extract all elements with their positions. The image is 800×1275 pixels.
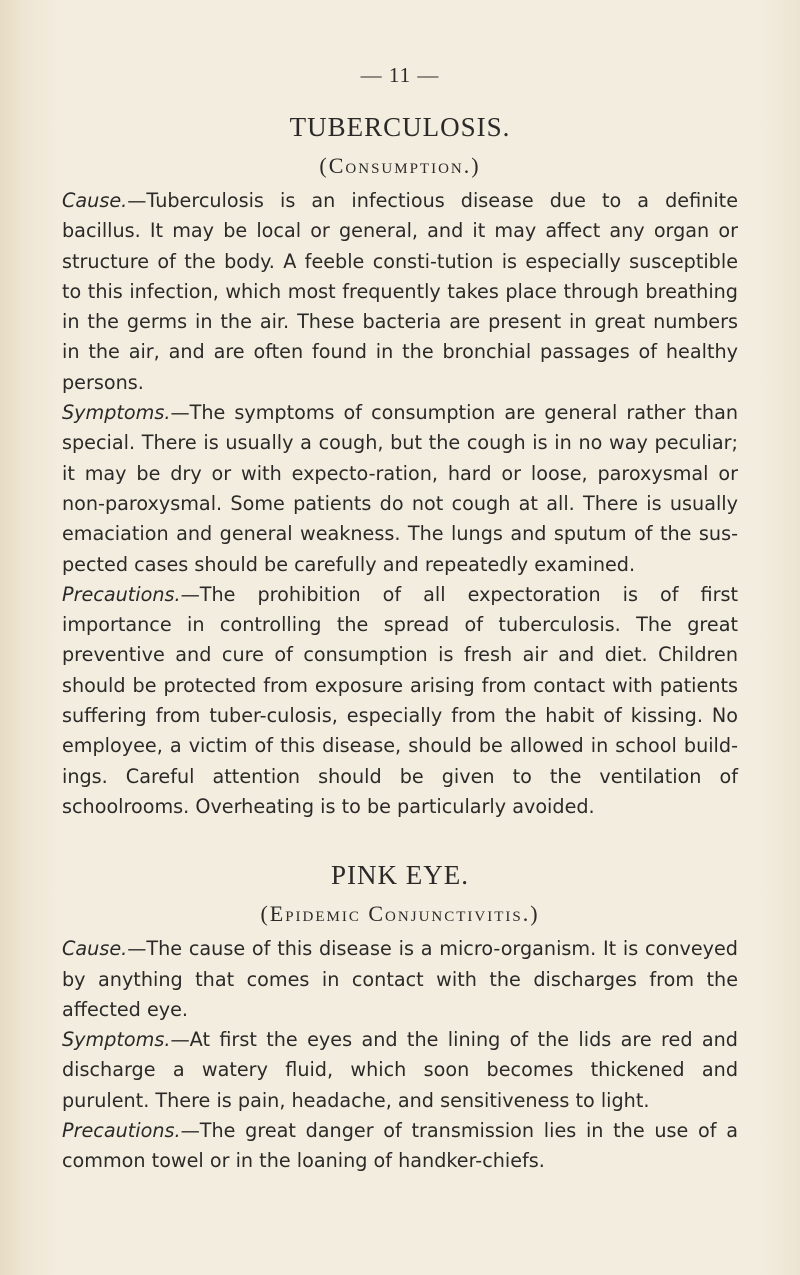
paragraph-label: Cause. [62,189,128,212]
paragraph-cause [62,186,738,398]
paragraph-symptoms [62,398,738,580]
paragraph-text: —The great danger of transmission lies in the use of a common towel or in the loaning of handker-chiefs. [62,1119,738,1173]
paragraph-text: —The cause of this disease is a micro-organism. It is conveyed by anything that comes in contact with the discharges from the affected eye. [62,937,738,1021]
section-subtitle: (Epidemic Conjunctivitis.) [260,901,540,927]
paragraph-text: —The prohibition of all expectoration is of first importance in controlling the spread of tuberculosis. The great preventive and cure of consumption is fresh air and diet. Children should be protected from exposure arising from contact with patients suffering from tuber-culosis, especially from the habit of kissing. No employee, a victim of this disease, should be allowed in school build-ings. Careful attention should be given to the ventilation of schoolrooms. Overheating is to be particularly avoided. [62,582,738,818]
paragraph-label: Symptoms. [62,401,171,425]
paragraph-text: —The symptoms of consumption are general rather than special. There is usually a cough, but the cough is in no way peculiar; it may be dry or with expecto-ration, hard or loose, paroxysmal or non-paroxysmal. Some patients do not cough at all. There is usually emaciation and general weakness. The lungs and sputum of the sus-pected cases should be carefully and repeatedly examined. [62,401,738,576]
paragraph-label: Symptoms. [62,1028,171,1052]
paragraph-cause [62,934,738,1025]
section-subtitle: (Consumption.) [319,153,481,178]
section-divider [62,822,738,858]
section-title: PINK EYE. [331,860,469,891]
paragraph-precautions [62,580,738,822]
page-number: — 11 — [360,63,440,87]
section-tuberculosis [62,110,738,822]
section-pink-eye [62,858,738,1176]
paragraph-text: —Tuberculosis is an infectious disease due to a definite bacillus. It may be local or general, and it may affect any organ or structure of the body. A feeble consti-tution is especially susceptible to this infection, which most frequently takes place through breathing in the germs in the air. These bacteria are present in great numbers in the air, and are often found in the bronchial passages of healthy persons. [62,189,738,394]
paragraph-precautions [62,1116,738,1177]
paragraph-label: Cause. [62,937,128,961]
paragraph-text: —At first the eyes and the lining of the lids are red and discharge a watery fluid, which soon becomes thickened and purulent. There is pain, headache, and sensitiveness to light. [62,1028,738,1112]
paragraph-label: Precautions. [62,582,181,606]
paragraph-label: Precautions. [62,1119,181,1143]
section-title: TUBERCULOSIS. [289,112,511,142]
paragraph-symptoms [62,1025,738,1116]
